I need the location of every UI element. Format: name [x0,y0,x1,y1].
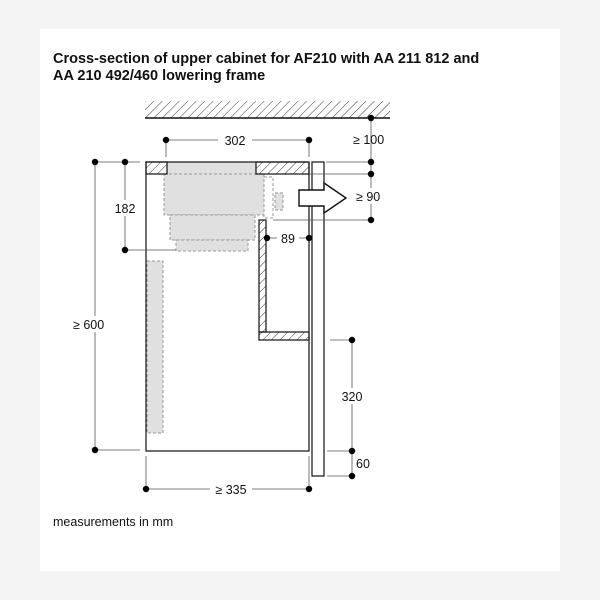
title-line-2: AA 210 492/460 lowering frame [53,68,266,84]
footnote: measurements in mm [53,515,174,529]
dim-vent-gap: ≥ 90 [356,190,381,204]
dim-cabinet-height: ≥ 600 [73,318,105,332]
dim-ceiling-gap: ≥ 100 [353,133,385,147]
dim-appliance-height: 182 [114,202,136,216]
ceiling [145,101,390,118]
dim-door-overhang: 60 [356,457,370,471]
cabinet-door [312,162,324,476]
dim-shelf-offset: 89 [281,232,295,246]
dim-lower-height: 320 [341,390,363,404]
dim-top-width: 302 [224,134,246,148]
title-line-1: Cross-section of upper cabinet for AF210 with AA 211 812 and [53,51,480,67]
dim-cabinet-depth: ≥ 335 [215,483,247,497]
